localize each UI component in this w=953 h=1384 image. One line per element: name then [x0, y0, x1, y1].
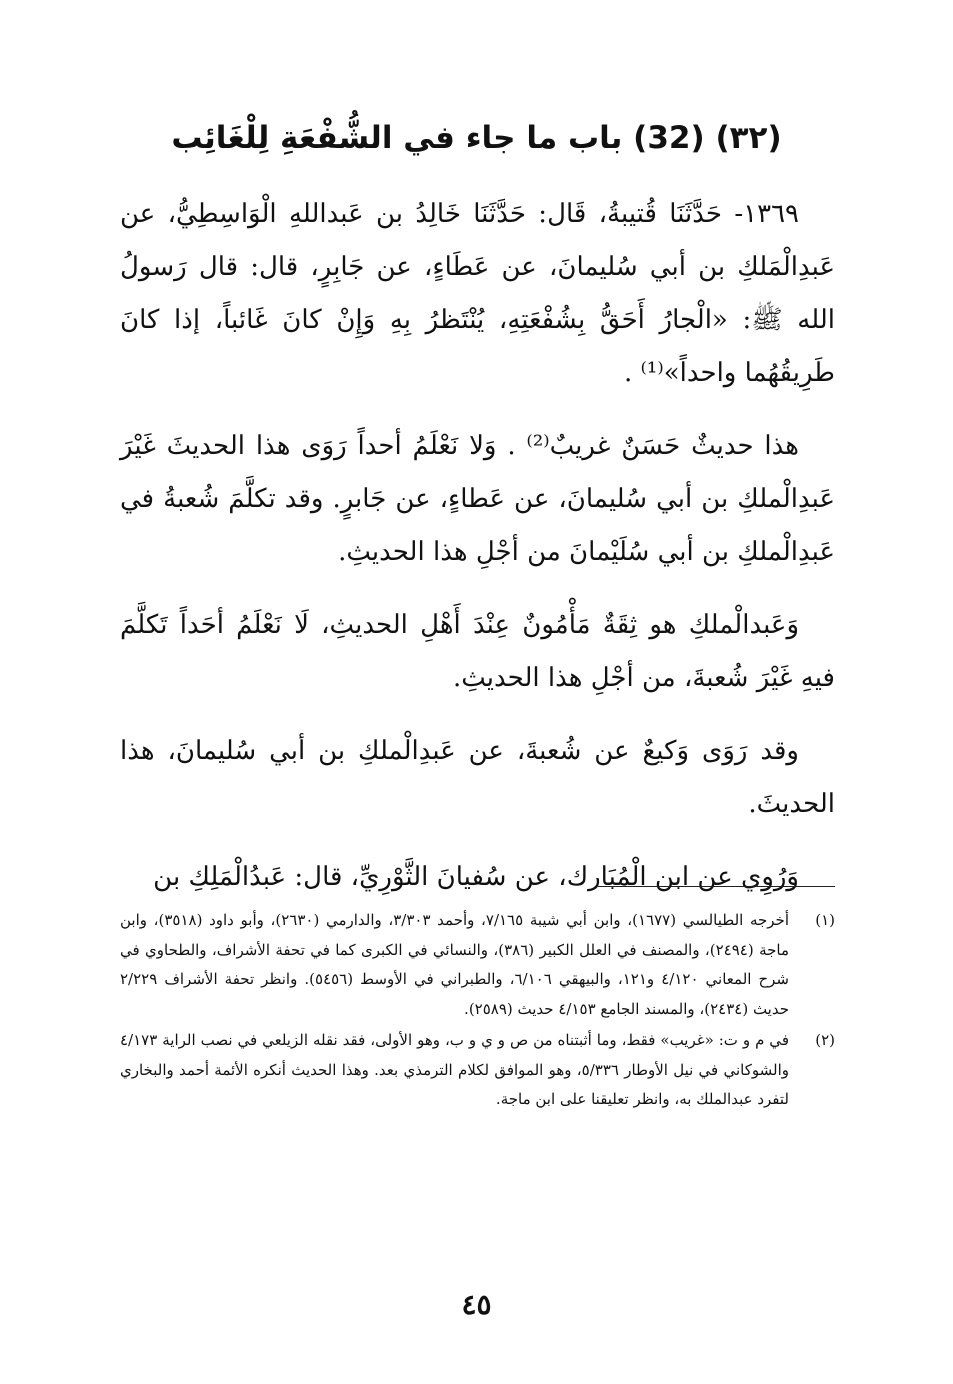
commentary-paragraph: هذا حديثٌ حَسَنٌ غريبٌ⁽²⁾ . وَلا نَعْلَمُ أحداً رَوَى هذا الحديثَ غَيْرَ عَبدِالْملكِ بن أبي سُليمانَ، عن عَطاءٍ، عن جَابرٍ. وقد تكلَّمَ شُعبةُ في عَبدِالْملكِ بن أبي سُلَيْمانَ من أجْلِ هذا الحديثِ.	[120, 431, 835, 567]
footnote-text: أخرجه الطيالسي (١٦٧٧)، وابن أبي شيبة ٧/١٦٥، وأحمد ٣/٣٠٣، والدارمي (٢٦٣٠)، وأبو داود (٣٥١٨)، وابن ماجة (٢٤٩٤)، والمصنف في العلل الكبير (٣٨٦)، والنسائي في الكبرى كما في تحفة الأشراف، والطحاوي في شرح المعاني ٤/١٢٠ و١٢١، والبيهقي ٦/١٠٦، والطبراني في الأوسط (٥٤٥٦). وانظر تحفة الأشراف ٢/٢٢٩ حديث (٢٤٣٤)، والمسند الجامع ٤/١٥٣ حديث (٢٥٨٩).	[120, 911, 790, 1018]
commentary-paragraph: وَرُوِي عن ابن الْمُبَارك، عن سُفيانَ الثَّوْرِيِّ، قال: عَبدُالْمَلِكِ بن	[153, 862, 799, 892]
page-number: ٤٥	[461, 1288, 492, 1321]
footnote	[120, 906, 835, 1024]
hadith-paragraph: ١٣٦٩- حَدَّثَنَا قُتيبةُ، قَال: حَدَّثَنَا خَالِدُ بن عَبداللهِ الْوَاسِطِيُّ، عن عَبدِالْمَلكِ بن أبي سُليمانَ، عن عَطَاءٍ، عن جَابِرٍ، قال: قال رَسولُ الله ﷺ: «الْجارُ أَحَقُّ بِشُفْعَتِهِ، يُنْتَظرُ بِهِ وَإِنْ كانَ غَائباً، إذا كانَ طَرِيقُهُما واحداً»⁽¹⁾ .	[120, 199, 835, 388]
footnote-divider	[598, 886, 835, 887]
chapter-title: (٣٢) (32) باب ما جاء في الشُّفْعَةِ لِلْغَائِب	[171, 120, 782, 156]
footnote	[120, 1026, 835, 1115]
footnotes	[120, 906, 835, 1117]
main-text	[120, 188, 835, 904]
footnote-text: في م و ت: «غريب» فقط، وما أثبتناه من ص و ي و ب، وهو الأولى، فقد نقله الزيلعي في نصب الراية ٤/١٧٣ والشوكاني في نيل الأوطار ٥/٣٣٦، وهو الموافق لكلام الترمذي بعد. وهذا الحديث أنكره الأئمة أحمد والبخاري لتفرد عبدالملك به، وانظر تعليقنا على ابن ماجة.	[120, 1031, 790, 1108]
footnote-number: (٢)	[815, 1031, 835, 1049]
commentary-paragraph: وقد رَوَى وَكيعٌ عن شُعبةَ، عن عَبدِالْملكِ بن أبي سُليمانَ، هذا الحديثَ.	[120, 736, 835, 819]
footnote-number: (١)	[815, 911, 835, 929]
commentary-paragraph: وَعَبدالْملكِ هو ثِقَةٌ مَأْمُونٌ عِنْدَ أَهْلِ الحديثِ، لَا نَعْلَمُ أحَداً تَكلَّمَ فيهِ غَيْرَ شُعبةَ، من أجْلِ هذا الحديثِ.	[120, 610, 835, 693]
